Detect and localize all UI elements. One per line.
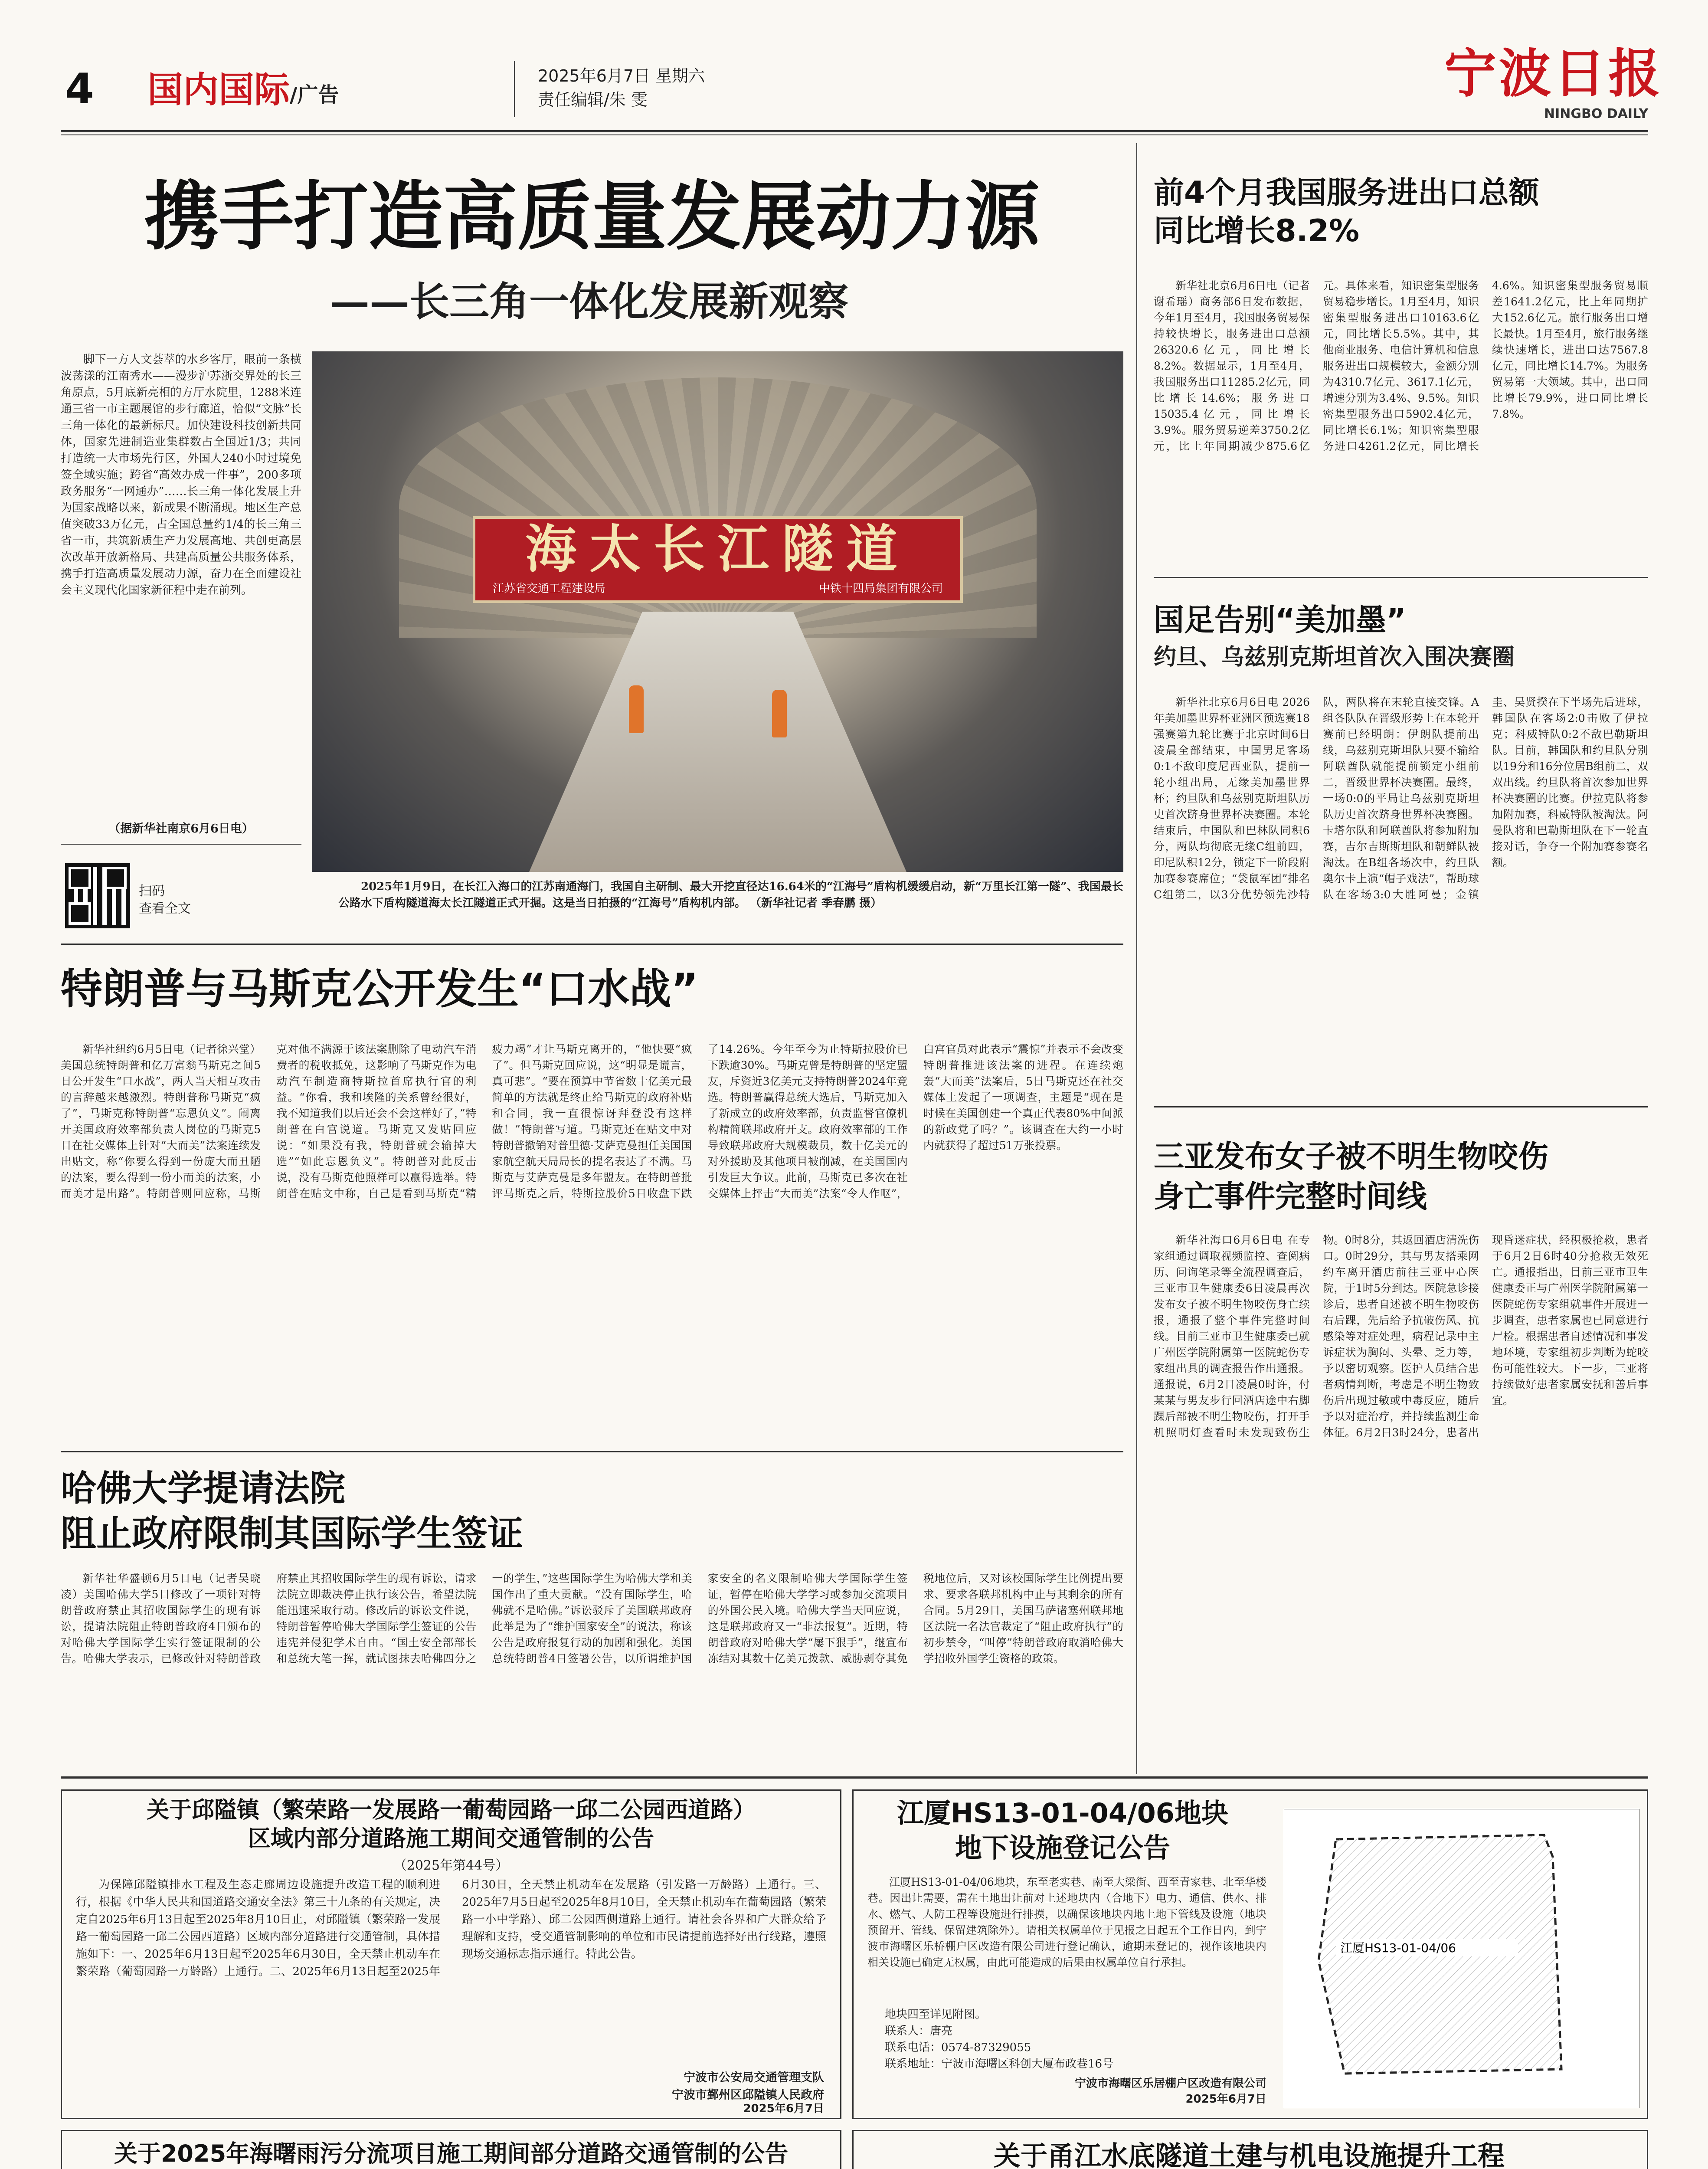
harvard-body [61,1570,1123,1770]
sanya-body-text: 新华社海口6月6日电 在专家组通过调取视频监控、查阅病历、问询笔录等全流程调查后，三亚市卫生健康委6日凌晨再次发布女子被不明生物咬伤身亡续报，通报了整个事件完整时间线。目前三亚市卫生健康委已就广州医学院附属第一医院蛇伤专家组出具的调查报告作出通报。通报说，6月2日凌晨0时许，付某某与男友步行回酒店途中右脚踝后部被不明生物咬伤，打开手机照明灯查看时未发现致伤生物。0时8分，其返回酒店清洗伤口。0时29分，其与男友搭乘网约车离开酒店前往三亚中心医院，于1时5分到达。医院急诊接诊后，患者自述被不明生物咬伤右后踝，先后给予抗破伤风、抗感染等对症处理，病程记录中主诉症状为胸闷、头晕、乏力等，予以密切观察。医护人员结合患者病情判断，考虑是不明生物致伤后出现过敏或中毒反应，随后予以对症治疗，并持续监测生命体征。6月2日3时24分，患者出现昏迷症状，经积极抢救，患者于6月2日6时40分抢救无效死亡。通报指出，目前三亚市卫生健康委正与广州医学院附属第一医院蛇伤专家组就事件开展进一步调查，患者家属也已同意进行尸检。根据患者自述情况和事发地环境，专家组初步判断为蛇咬伤可能性较大。下一步，三亚将持续做好患者家属安抚和善后事宜。 [1154,1234,1648,1439]
ad-jiangxia-contact [885,2006,1266,2072]
ad-jiangxia-contact-person: 联系人：唐亮 [885,2025,953,2038]
ad-qiuaizhen-number: （2025年第44号） [393,1858,509,1873]
harvard-headline-line2: 阻止政府限制其国际学生签证 [61,1513,524,1554]
football-body-text: 新华社北京6月6日电 2026年美加墨世界杯亚洲区预选赛18强赛第九轮比赛于北京时间6日凌晨全部结束，中国男足客场0:1不敌印度尼西亚队，提前一轮小组出局，无缘美加墨世界杯；约旦队和乌兹别克斯坦队历史首次跻身世界杯决赛圈。本轮结束后，中国队和巴林队同积6分，两队均彻底无缘C组前四，印尼队积12分，锁定下一阶段附加赛参赛席位；“袋鼠军团”排名C组第二，以3分优势领先沙特队，两队将在末轮直接交锋。A组各队队在晋级形势上在本轮开赛前已经明朗：伊朗队提前出线，乌兹别克斯坦队只要不输给阿联酋队就能提前锁定小组前二，晋级世界杯决赛圈。最终，一场0:0的平局让乌兹别克斯坦队历史首次跻身世界杯决赛圈。卡塔尔队和阿联酋队将参加附加赛，吉尔吉斯斯坦队和朝鲜队被淘汰。在B组各场次中，约旦队奥尔卡上演“帽子戏法”，帮助球队在客场3:0大胜阿曼；金镇圭、吴贤揆在下半场先后进球，韩国队在客场2:0击败了伊拉克；科威特队0:2不敌巴勒斯坦队。目前，韩国队和约旦队分别以19分和16分位居B组前二，双双出线。约旦队将首次参加世界杯决赛圈的比赛。伊拉克队将参加附加赛，科威特队被淘汰。阿曼队将和巴勒斯坦队在下一轮直接对话，争夺一个附加赛参赛名额。 [1154,696,1648,901]
ad-jiangxia-sign [902,2076,1266,2107]
lead-source: （据新华社南京6月6日电） [108,822,254,835]
services-headline-line2: 同比增长8.2% [1154,213,1360,249]
qr-label-line1: 扫码 [139,884,165,899]
ad-qiuaizhen-date: 2025年6月7日 [743,2102,824,2115]
photo-caption-text: 2025年1月9日，在长江入海口的江苏南通海门，我国自主研制、最大开挖直径达16.64米的“江海号”盾构机缓缓启动，新“万里长江第一隧”、我国最长公路水下盾构隧道海太长江隧道正式开掘。这是当日拍摄的“江海号”盾构机内部。 [338,880,1123,910]
tunnel-photo [312,351,1123,872]
sanya-headline [1154,1137,1648,1216]
issue-date: 2025年6月7日 星期六 [538,66,705,85]
ad-qiuaizhen-sign2: 宁波市鄞州区邱隘镇人民政府 [672,2088,824,2102]
newspaper-logo: 宁波日报 [1444,43,1663,104]
services-headline-line1: 前4个月我国服务进出口总额 [1154,175,1539,210]
football-subheadline: 约旦、乌兹别克斯坦首次入围决赛圈 [1154,644,1515,670]
page-number: 4 [65,65,94,113]
tunnel-sign-text: 海太长江隧道 [525,519,910,579]
trump-body-text: 新华社纽约6月5日电（记者徐兴堂）美国总统特朗普和亿万富翁马斯克之间5日公开发生“口水战”，两人当天相互攻击的言辞越来越激烈。特朗普称马斯克“疯了”，马斯克称特朗普“忘恩负义”。闹离开美国政府效率部负责人岗位的马斯克5日在社交媒体上针对“大而美”法案连续发出贴文，称“你要么得到一份庞大而丑陋的法案，要么得到一份小而美的法案，小而美才是出路”。特朗普则回应称，马斯克对他不满源于该法案删除了电动汽车消费者的税收抵免，这影响了马斯克作为电动汽车制造商特斯拉首席执行官的利益。“你看，我和埃隆的关系曾经很好，我不知道我们以后还会不会这样好了，”特朗普在白宫说道。马斯克又发贴回应说：“如果没有我，特朗普就会输掉大选”“如此忘恩负义”。特朗普对此反击说，没有马斯克他照样可以赢得选举。特朗普在贴文中称，自己是看到马斯克“精疲力竭”才让马斯克离开的，“他快要“疯了”。但马斯克回应说，这“明显是谎言，真可悲”。“要在预算中节省数十亿美元最简单的方法就是终止给马斯克的政府补贴和合同，我一直很惊讶拜登没有这样做！”特朗普写道。马斯克还在贴文中对特朗普撤销对普里德·艾萨克曼担任美国国家航空航天局局长的提名表达了不满。马斯克与艾萨克曼是多年盟友。在特朗普批评马斯克之后，特斯拉股价5日收盘下跌了14.26%。今年至今为止特斯拉股价已下跌逾30%。马斯克曾是特朗普的坚定盟友，斥资近3亿美元支持特朗普2024年竞选。特朗普赢得总统大选后，马斯克加入了新成立的政府效率部，负责监督官僚机构精简联邦政府开支。政府效率部的工作导致联邦政府大规模裁员，数十亿美元的对外援助及其他项目被削减，在美国国内引发巨大争议。此前，马斯克已多次在社交媒体上抨击“大而美”法案“令人作呕”，白宫官员对此表示“震惊”并表示不会改变特朗普推进该法案的进程。在连续炮轰“大而美”法案后，5日马斯克还在社交媒体上发起了一项调查，主题是“现在是时候在美国创建一个真正代表80%中间派的新政党了吗？”。该调查在大约一小时内就获得了超过51万张投票。 [61,1043,1123,1200]
ad-jiangxia-date: 2025年6月7日 [1185,2093,1266,2106]
section-title [147,69,339,117]
ad-qiuaizhen-sign1: 宁波市公安局交通管理支队 [684,2071,824,2084]
qr-label [139,883,191,917]
section-suffix: /广告 [290,83,339,107]
lead-subheadline: ——长三角一体化发展新观察 [330,278,849,325]
football-headline: 国足告别“美加墨” [1154,602,1407,638]
ad-jiangxia-map-note: 地块四至详见附图。 [885,2008,987,2021]
football-body [1154,694,1648,1093]
ad-qiuaizhen-title-line1: 关于邱隘镇（繁荣路一发展路一葡萄园路一邱二公园西道路） [146,1797,756,1823]
ad-qiuaizhen-sign [460,2069,824,2104]
harvard-body-text: 新华社华盛顿6月5日电（记者吴晓凌）美国哈佛大学5日修改了一项针对特朗普政府禁止其招收国际学生的现有诉讼，提请法院阻止特朗普政府4日颁布的对哈佛大学国际学生实行签证限制的公告。哈佛大学表示，已修改针对特朗普政府禁止其招收国际学生的现有诉讼，请求法院立即裁决停止执行该公告，希望法院能迅速采取行动。修改后的诉讼文件说，特朗普暂停哈佛大学国际学生签证的公告违宪并侵犯学术自由。“国土安全部部长和总统大笔一挥，就试图抹去哈佛四分之一的学生，”这些国际学生为哈佛大学和美国作出了重大贡献。“没有国际学生，哈佛就不是哈佛。”诉讼驳斥了美国联邦政府此举是为了“维护国家安全”的说法，称该公告是政府报复行动的加剧和强化。美国总统特朗普4日签署公告，以所谓维护国家安全的名义限制哈佛大学国际学生签证，暂停在哈佛大学学习或参加交流项目的外国公民入境。哈佛大学当天回应说，这是联邦政府又一“非法报复”。近期，特朗普政府对哈佛大学“屡下狠手”，继宣布冻结对其数十亿美元拨款、威胁剥夺其免税地位后，又对该校国际学生比例提出要求、要求各联邦机构中止与其剩余的所有合同。5月29日，美国马萨诸塞州联邦地区法院一名法官裁定了“阻止政府执行”的初步禁令，“叫停”特朗普政府取消哈佛大学招收外国学生资格的政策。 [61,1572,1123,1665]
services-body [1154,278,1648,555]
ad-jiangxia-body [867,1874,1266,2004]
ad-jiangxia-address: 联系地址：宁波市海曙区科创大厦布政巷16号 [885,2058,1114,2071]
ad-jiangxia-map-label: 江厦HS13-01-04/06 [1340,1941,1456,1955]
qr-code[interactable] [65,863,130,928]
ad-jiangxia-body-text: 江厦HS13-01-04/06地块，东至老实巷、南至大梁街、西至青家巷、北至华楼巷。因出让需要，需在土地出让前对上述地块内（合地下）电力、通信、供水、排水、燃气、人防工程等设施进行排摸，以确保该地块内地上地下管线及设施（地块预留开、管线、保留建筑除外）。请相关权属单位于见报之日起五个工作日内，到宁波市海曙区乐桥棚户区改造有限公司进行登记确认，逾期未登记的，视作该地块内相关设施已确定无权属，由此可能造成的后果由权属单位自行承担。 [867,1876,1266,1969]
sanya-body [1154,1232,1648,1766]
trump-body [61,1041,1123,1440]
harvard-headline [61,1466,885,1556]
ad-jiangxia-map [1284,1809,1639,2108]
trump-headline: 特朗普与马斯克公开发生“口水战” [61,965,699,1013]
sanya-headline-line1: 三亚发布女子被不明生物咬伤 [1154,1139,1548,1174]
tunnel-sign-right: 中铁十四局集团有限公司 [818,582,943,595]
qr-label-line2: 查看全文 [139,901,191,916]
ad-yongjiang-title [859,2139,1639,2169]
photo-credit: （新华社记者 季春鹏 摄） [749,897,882,910]
newspaper-logo-en: NINGBO DAILY [1544,106,1649,121]
ad-qiuaizhen-title-line2: 区域内部分道路施工期间交通管制的公告 [248,1826,654,1852]
ad-qiuaizhen-body [76,1876,826,2067]
section-name: 国内国际 [147,69,290,111]
editor-credit: 责任编辑/朱 雯 [538,90,648,109]
ad-jiangxia-sign-org: 宁波市海曙区乐居棚户区改造有限公司 [1074,2077,1266,2090]
services-headline [1154,174,1648,250]
tunnel-sign-left: 江苏省交通工程建设局 [493,582,606,595]
ad-qiuaizhen-body-text: 为保障邱隘镇排水工程及生态走廊周边设施提升改造工程的顺利进行，根据《中华人民共和国道路交通安全法》第三十九条的有关规定，决定自2025年6月13日起至2025年8月10日止，对邱隘镇（繁荣路一发展路一葡萄园路一邱二公园西道路）区域内部分道路进行交通管制，具体措施如下：一、2025年6月13日起至2025年6月30日，全天禁止机动车在繁荣路（葡萄园路一万龄路）上通行。二、2025年6月13日起至2025年6月30日，全天禁止机动车在发展路（引发路一万龄路）上通行。三、2025年7月5日起至2025年8月10日，全天禁止机动车在葡萄园路（繁荣路一小中学路）、邱二公园西侧道路上通行。请社会各界和广大群众给予理解和支持，受交通管制影响的单位和市民请提前选择好出行线路，遵照现场交通标志指示通行。特此公告。 [76,1878,826,1978]
ad-jiangxia-title-line1: 江厦HS13-01-04/06地块 [897,1797,1228,1829]
lead-headline: 携手打造高质量发展动力源 [144,173,1040,260]
ad-jiangxia-title-line2: 地下设施登记公告 [955,1832,1170,1864]
harvard-headline-line1: 哈佛大学提请法院 [61,1468,346,1509]
ad-yongjiang-title-line1: 关于甬江水底隧道土建与机电设施提升工程 [993,2140,1505,2169]
lead-body [61,351,301,811]
ad-qiuaizhen-title [69,1796,833,1853]
services-body-text: 新华社北京6月6日电（记者谢希瑶）商务部6日发布数据，今年1月至4月，我国服务贸易保持较快增长，服务进出口总额26320.6亿元，同比增长8.2%。数据显示，1月至4月，我国服务出口11285.2亿元，同比增长14.6%；服务进口15035.4亿元，同比增长3.9%。服务贸易逆差3750.2亿元，比上年同期减少875.6亿元。具体来看，知识密集型服务贸易稳步增长。1月至4月，知识密集型服务进出口10163.6亿元，同比增长5.5%。其中，其他商业服务、电信计算机和信息服务进出口规模较大，金额分别为4310.7亿元、3617.1亿元，增速分别为3.4%、9.5%。知识密集型服务出口5902.4亿元，同比增长6.1%；知识密集型服务进口4261.2亿元，同比增长4.6%。知识密集型服务贸易顺差1641.2亿元，比上年同期扩大152.6亿元。旅行服务出口增长最快。1月至4月，旅行服务继续快速增长，进出口达7567.8亿元，同比增长14.7%。为服务贸易第一大领域。其中，出口同比增长79.9%，进口同比增长7.8%。 [1154,279,1648,452]
sanya-headline-line2: 身亡事件完整时间线 [1154,1179,1427,1214]
photo-caption [338,878,1123,935]
ad-haishu-title: 关于2025年海曙雨污分流项目施工期间部分道路交通管制的公告 [114,2140,789,2167]
ad-jiangxia-phone: 联系电话：0574-87329055 [885,2041,1031,2054]
lead-body-text: 脚下一方人文荟萃的水乡客厅，眼前一条横波荡漾的江南秀水——漫步沪苏浙交界处的长三角原点，5月底新亮相的方厅水院里，1288米连通三省一市主题展馆的步行廊道，恰似“文脉”长三角一体化的最新标尺。加快建设科技创新共同体，国家先进制造业集群数占全国近1/3；共同打造统一大市场先行区，外国人240小时过境免签全域实施；跨省“高效办成一件事”，200多项政务服务“一网通办”……长三角一体化发展上升为国家战略以来，新成果不断涌现。地区生产总值突破33万亿元，占全国总量约1/4的长三角三省一市，共筑新质生产力发展高地、共创更高层次改革开放新格局、共建高质量公共服务体系，携手打造高质量发展动力源，奋力在全面建设社会主义现代化国家新征程中走在前列。 [61,353,301,597]
ad-jiangxia-title [859,1796,1266,1865]
